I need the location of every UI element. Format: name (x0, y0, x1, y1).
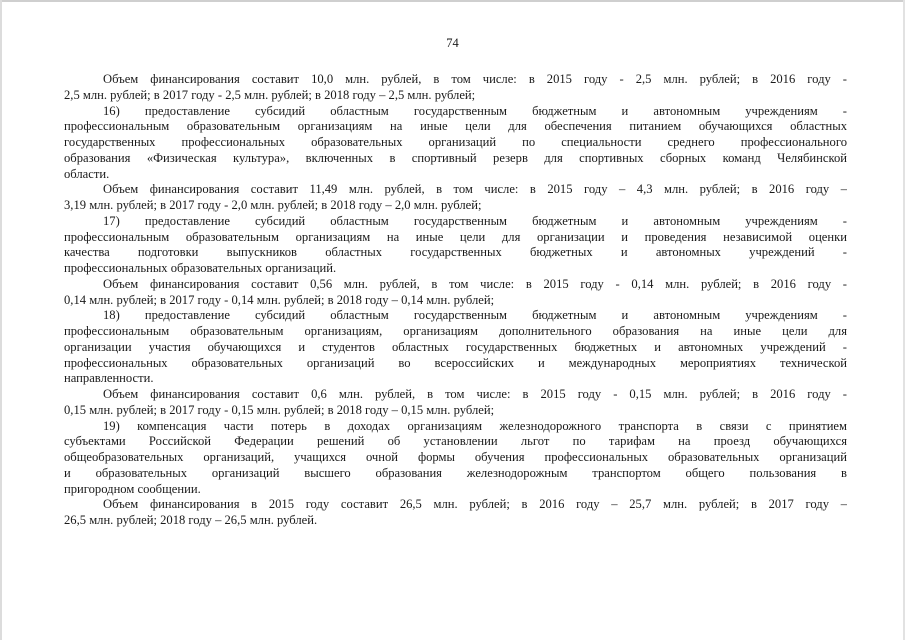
text-line: профессиональным образовательным организациям, организациям дополнительного образования на иные цели для (64, 324, 847, 338)
text-line: 19) компенсация части потерь в доходах организациям железнодорожного транспорта в связи с принятием (103, 418, 847, 433)
text-line: Объем финансирования составит 11,49 млн. рублей, в том числе: в 2015 году – 4,3 млн. рублей; в 2016 году – (103, 182, 847, 197)
text-line: Объем финансирования составит 0,56 млн. рублей, в том числе: в 2015 году - 0,14 млн. рублей; в 2016 году - (103, 276, 847, 291)
text-line: 3,19 млн. рублей; в 2017 году - 2,0 млн. рублей; в 2018 году – 2,0 млн. рублей; (64, 198, 482, 212)
text-line: и образовательных организаций высшего образования железнодорожным транспортом общего пользования в (64, 465, 847, 480)
text-line: образования «Физическая культура», включенных в спортивный резерв для спортивных сборных команд Челябинской (64, 150, 847, 165)
text-line: 16) предоставление субсидий областным государственным бюджетным и автономным учреждениям - (103, 103, 847, 118)
text-line: 17) предоставление субсидий областным государственным бюджетным и автономным учреждениям - (103, 213, 847, 228)
document-body (64, 72, 847, 529)
text-line: профессиональных образовательных организаций во всероссийских и международных мероприятиях технической (64, 355, 847, 370)
scan-edge-top (0, 0, 905, 8)
page-number: 74 (446, 36, 459, 50)
text-line: профессиональных образовательных организаций. (64, 261, 337, 275)
text-line: 0,14 млн. рублей; в 2017 году - 0,14 млн. рублей; в 2018 году – 0,14 млн. рублей; (64, 292, 495, 307)
scan-edge-left (0, 0, 2, 640)
text-line: профессиональным образовательным организациям на иные цели для организации и проведения независимой оценки (64, 229, 847, 244)
text-line: Объем финансирования составит 10,0 млн. рублей, в том числе: в 2015 году - 2,5 млн. рублей; в 2016 году - (103, 72, 847, 86)
text-line: государственных профессиональных образовательных организаций по специальности среднего профессионального (64, 135, 847, 149)
text-line: 0,15 млн. рублей; в 2017 году - 0,15 млн. рублей; в 2018 году – 0,15 млн. рублей; (64, 402, 495, 417)
text-line: Объем финансирования в 2015 году составит 26,5 млн. рублей; в 2016 году – 25,7 млн. рублей; в 2017 году – (103, 497, 847, 512)
text-line: направленности. (64, 371, 154, 386)
text-line: 26,5 млн. рублей; 2018 году – 26,5 млн. рублей. (64, 513, 318, 527)
text-line: Объем финансирования составит 0,6 млн. рублей, в том числе: в 2015 году - 0,15 млн. рублей; в 2016 году - (103, 387, 847, 401)
text-line: профессиональным образовательным организациям на иные цели для обеспечения питанием обучающихся областных (64, 119, 847, 134)
text-line: области. (64, 166, 110, 181)
text-line: общеобразовательных организаций, учащихся очной формы обучения профессиональных образовательных организаций (64, 450, 847, 464)
text-line: качества подготовки выпускников областных государственных бюджетных и автономных учреждений - (64, 245, 847, 260)
text-line: пригородном сообщении. (64, 481, 201, 496)
text-line: организации участия обучающихся и студентов областных государственных бюджетных и автономных учреждений - (64, 339, 847, 354)
text-line: субъектами Российской Федерации решений об установлении льгот по тарифам на проезд обучающихся (64, 434, 847, 449)
text-line: 2,5 млн. рублей; в 2017 году - 2,5 млн. рублей; в 2018 году – 2,5 млн. рублей; (64, 87, 476, 102)
text-line: 18) предоставление субсидий областным государственным бюджетным и автономным учреждениям - (103, 308, 847, 323)
